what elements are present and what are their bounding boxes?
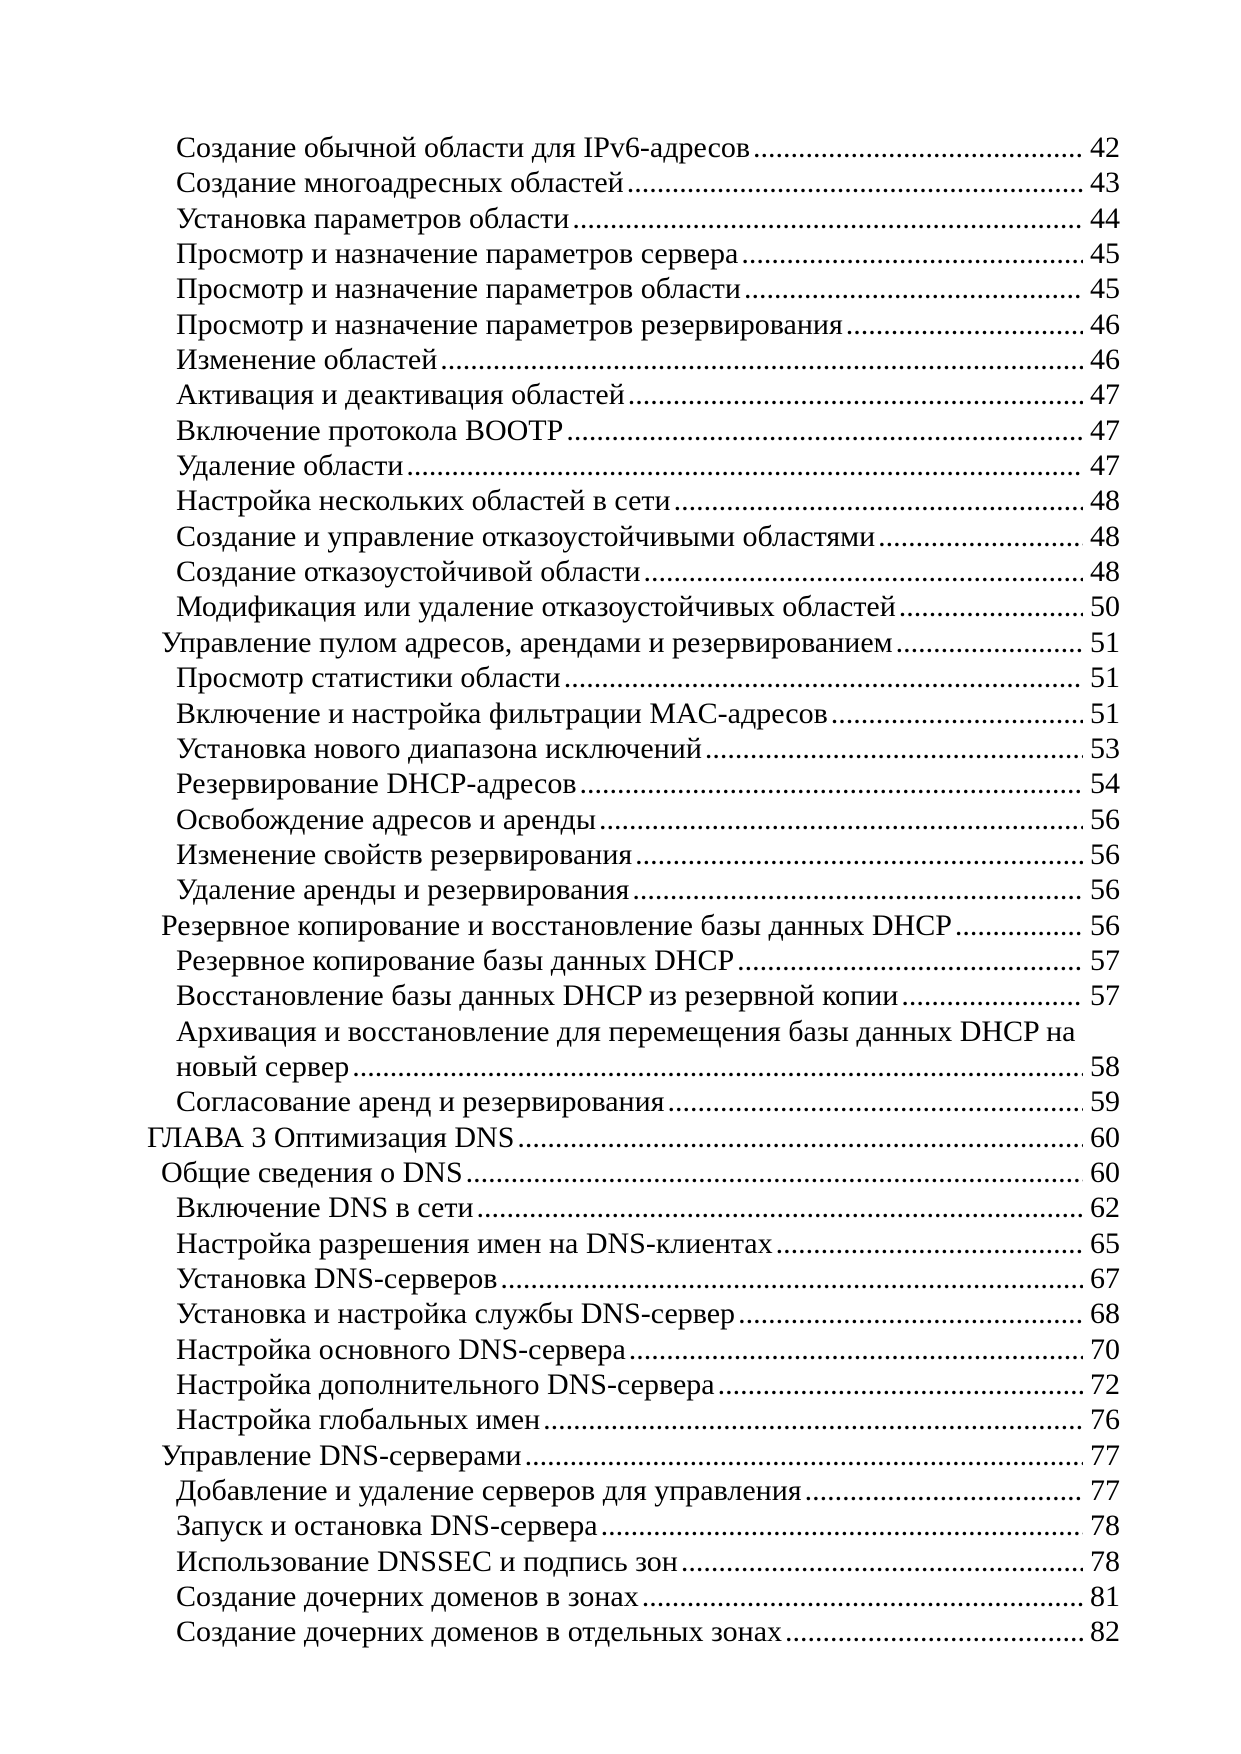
toc-dot-leader: [955, 908, 1083, 943]
toc-page-number: 72: [1090, 1368, 1120, 1402]
toc-page-number: 81: [1090, 1580, 1120, 1614]
toc-page-number: 46: [1090, 307, 1120, 341]
toc-entry: [147, 872, 1120, 907]
toc-entry-title: Общие сведения о DNS: [161, 1155, 463, 1189]
toc-entry-title: Установка параметров области: [176, 201, 570, 235]
toc-entry: [147, 589, 1120, 624]
toc-page-number: 77: [1090, 1438, 1120, 1472]
toc-page-number: 62: [1090, 1191, 1120, 1225]
toc-entry-title: Включение и настройка фильтрации MAC-адресов: [176, 696, 828, 730]
toc-entry-title: Архивация и восстановление для перемещения базы данных DHCP на: [176, 1014, 1076, 1048]
toc-entry-title: Настройка глобальных имен: [176, 1403, 541, 1437]
toc-entry-title: Резервное копирование базы данных DHCP: [176, 943, 735, 977]
toc-page-number: 65: [1090, 1226, 1120, 1260]
toc-entry-title: Установка DNS-серверов: [176, 1262, 498, 1295]
toc-entry-title: ГЛАВА 3 Оптимизация DNS: [147, 1120, 515, 1154]
toc-page-number: 50: [1090, 590, 1120, 624]
toc-dot-leader: [705, 731, 1083, 766]
toc-entry: [147, 1579, 1120, 1614]
toc-dot-leader: [901, 978, 1083, 1013]
toc-entry: [147, 413, 1120, 448]
toc-dot-leader: [635, 837, 1083, 872]
toc-entry-title: Создание отказоустойчивой области: [176, 555, 641, 589]
toc-dot-leader: [667, 1084, 1083, 1119]
toc-page-number: 70: [1090, 1332, 1120, 1366]
toc-entry-title: Изменение областей: [176, 343, 438, 377]
toc-entry-title: Модификация или удаление отказоустойчивых областей: [176, 590, 896, 624]
toc-entry-title: Создание дочерних доменов в отдельных зонах: [176, 1615, 783, 1649]
toc-entry-title: Запуск и остановка DNS-сервера: [176, 1509, 598, 1543]
toc-entry: [147, 1049, 1120, 1084]
toc-entry: [147, 1473, 1120, 1508]
toc-dot-leader: [352, 1049, 1083, 1084]
toc-dot-leader: [642, 1579, 1083, 1614]
toc-dot-leader: [517, 1120, 1083, 1155]
toc-entry: [147, 342, 1120, 377]
toc-entry: [147, 1084, 1120, 1119]
toc-page-number: 57: [1090, 979, 1120, 1013]
toc-entry: [147, 943, 1120, 978]
toc-entry-title: Управление DNS-серверами: [161, 1438, 522, 1472]
toc-entry: [147, 1367, 1120, 1402]
toc-dot-leader: [805, 1473, 1083, 1508]
toc-entry-title: Просмотр и назначение параметров сервера: [176, 237, 739, 271]
toc-entry-title: Использование DNSSEC и подпись зон: [176, 1544, 678, 1578]
toc-dot-leader: [878, 519, 1083, 554]
toc-entry: [147, 1261, 1120, 1296]
toc-page-number: 59: [1090, 1085, 1120, 1119]
toc-entry: [147, 236, 1120, 271]
toc-entry-title: Создание обычной области для IPv6-адресов: [176, 131, 751, 164]
toc-dot-leader: [572, 201, 1083, 236]
toc-dot-leader: [644, 554, 1083, 589]
toc-dot-leader: [674, 483, 1083, 518]
toc-page-number: 48: [1090, 484, 1120, 518]
toc-dot-leader: [776, 1226, 1083, 1261]
toc-dot-leader: [741, 236, 1083, 271]
toc-page-number: 54: [1090, 767, 1120, 801]
toc-entry: [147, 1226, 1120, 1261]
toc-entry-title: Включение DNS в сети: [176, 1191, 474, 1225]
toc-entry: [147, 519, 1120, 554]
toc-dot-leader: [580, 766, 1083, 801]
toc-page-number: 51: [1090, 661, 1120, 695]
toc-dot-leader: [627, 165, 1083, 200]
toc-dot-leader: [846, 307, 1083, 342]
toc-page-number: 51: [1090, 625, 1120, 659]
toc-entry-title: Резервирование DHCP-адресов: [176, 767, 577, 801]
toc-entry-title: Настройка основного DNS-сервера: [176, 1332, 626, 1366]
toc-entry-title: Создание многоадресных областей: [176, 166, 624, 200]
toc-page-number: 78: [1090, 1509, 1120, 1543]
toc-entry: [147, 837, 1120, 872]
toc-dot-leader: [753, 130, 1083, 165]
toc-dot-leader: [525, 1438, 1083, 1473]
toc-page-number: 45: [1090, 272, 1120, 306]
toc-page-number: 45: [1090, 237, 1120, 271]
toc-entry: [147, 165, 1120, 200]
toc-entry: [147, 1014, 1120, 1049]
toc-dot-leader: [599, 802, 1083, 837]
toc-entry-title: Восстановление базы данных DHCP из резервной копии: [176, 979, 899, 1013]
toc-entry: [147, 377, 1120, 412]
toc-entry-title: Настройка дополнительного DNS-сервера: [176, 1368, 715, 1402]
toc-entry-title: Согласование аренд и резервирования: [176, 1085, 665, 1119]
toc-entry: [147, 1190, 1120, 1225]
toc-dot-leader: [566, 413, 1083, 448]
toc-entry-title: Просмотр статистики области: [176, 661, 561, 695]
toc-page-number: 47: [1090, 413, 1120, 447]
toc-page-number: 56: [1090, 908, 1120, 942]
toc-page-number: 56: [1090, 837, 1120, 871]
toc-entry: [147, 554, 1120, 589]
toc-entry-title: Настройка разрешения имен на DNS-клиентах: [176, 1226, 773, 1260]
toc-entry: [147, 483, 1120, 518]
toc-entry-title: Установка и настройка службы DNS-сервер: [176, 1297, 736, 1331]
toc-dot-leader: [440, 342, 1083, 377]
toc-page-number: 76: [1090, 1403, 1120, 1437]
toc-entry: [147, 660, 1120, 695]
toc-dot-leader: [738, 1296, 1083, 1331]
toc-page-number: 48: [1090, 519, 1120, 553]
toc-page-number: 47: [1090, 378, 1120, 412]
toc-dot-leader: [737, 943, 1083, 978]
toc-entry-title: Установка нового диапазона исключений: [176, 731, 702, 765]
toc-entry-title: Просмотр и назначение параметров резервирования: [176, 307, 843, 341]
toc-dot-leader: [718, 1367, 1083, 1402]
toc-page-number: 68: [1090, 1297, 1120, 1331]
toc-entry: [147, 766, 1120, 801]
toc-page-number: 44: [1090, 201, 1120, 235]
toc-entry: [147, 201, 1120, 236]
toc-entry: [147, 1332, 1120, 1367]
toc-dot-leader: [831, 696, 1083, 731]
toc-dot-leader: [543, 1402, 1083, 1437]
toc-entry-title: Добавление и удаление серверов для управления: [176, 1474, 802, 1508]
toc-entry-title: Просмотр и назначение параметров области: [176, 272, 741, 306]
toc-entry-title: новый сервер: [176, 1049, 350, 1083]
toc-entry: [147, 1614, 1120, 1649]
toc-entry: [147, 307, 1120, 342]
toc-entry-title: Создание и управление отказоустойчивыми областями: [176, 519, 876, 553]
toc-page-number: 82: [1090, 1615, 1120, 1649]
toc-entry: [147, 696, 1120, 731]
toc-entry: [147, 1120, 1120, 1155]
toc-entry: [147, 908, 1120, 943]
toc-entry: [147, 271, 1120, 306]
toc-dot-leader: [564, 660, 1083, 695]
toc-entry-title: Создание дочерних доменов в зонах: [176, 1580, 639, 1614]
toc-entry-title: Удаление области: [176, 449, 404, 483]
toc-entry-title: Настройка нескольких областей в сети: [176, 484, 671, 518]
toc-entry-title: Включение протокола BOOTP: [176, 413, 564, 447]
toc-entry: [147, 625, 1120, 660]
toc-entry-title: Управление пулом адресов, арендами и резервированием: [161, 625, 893, 659]
toc-entry: [147, 130, 1120, 165]
toc-entry: [147, 1438, 1120, 1473]
toc-dot-leader: [406, 448, 1083, 483]
toc-dot-leader: [466, 1155, 1083, 1190]
toc-dot-leader: [477, 1190, 1084, 1225]
toc-dot-leader: [628, 377, 1083, 412]
toc-entry: [147, 1508, 1120, 1543]
table-of-contents: [147, 130, 1120, 1650]
toc-page-number: 67: [1090, 1262, 1120, 1295]
toc-dot-leader: [899, 589, 1083, 624]
toc-dot-leader: [681, 1544, 1083, 1579]
toc-page-number: 42: [1090, 131, 1120, 164]
toc-page-number: 46: [1090, 343, 1120, 377]
toc-page-number: 53: [1090, 731, 1120, 765]
toc-entry-title: Активация и деактивация областей: [176, 378, 625, 412]
toc-entry: [147, 448, 1120, 483]
toc-page-number: 60: [1090, 1120, 1120, 1154]
toc-dot-leader: [632, 872, 1083, 907]
toc-entry-title: Изменение свойств резервирования: [176, 837, 633, 871]
toc-page-number: 56: [1090, 873, 1120, 907]
toc-entry: [147, 731, 1120, 766]
toc-entry: [147, 1544, 1120, 1579]
toc-entry-title: Удаление аренды и резервирования: [176, 873, 630, 907]
toc-dot-leader: [785, 1614, 1083, 1649]
toc-dot-leader: [601, 1508, 1083, 1543]
toc-dot-leader: [500, 1261, 1083, 1296]
toc-entry: [147, 1402, 1120, 1437]
toc-entry: [147, 1155, 1120, 1190]
toc-entry: [147, 802, 1120, 837]
toc-page-number: 56: [1090, 802, 1120, 836]
toc-page-number: 58: [1090, 1049, 1120, 1083]
toc-page-number: 43: [1090, 166, 1120, 200]
toc-dot-leader: [896, 625, 1083, 660]
toc-page-number: 77: [1090, 1474, 1120, 1508]
toc-entry: [147, 978, 1120, 1013]
toc-dot-leader: [629, 1332, 1083, 1367]
toc-page-number: 47: [1090, 449, 1120, 483]
toc-page-number: 51: [1090, 696, 1120, 730]
toc-entry: [147, 1296, 1120, 1331]
toc-entry-title: Резервное копирование и восстановление базы данных DHCP: [161, 908, 952, 942]
toc-entry-title: Освобождение адресов и аренды: [176, 802, 596, 836]
toc-page-number: 57: [1090, 943, 1120, 977]
toc-page-number: 78: [1090, 1544, 1120, 1578]
toc-page-number: 60: [1090, 1155, 1120, 1189]
toc-page-number: 48: [1090, 555, 1120, 589]
toc-dot-leader: [744, 271, 1083, 306]
